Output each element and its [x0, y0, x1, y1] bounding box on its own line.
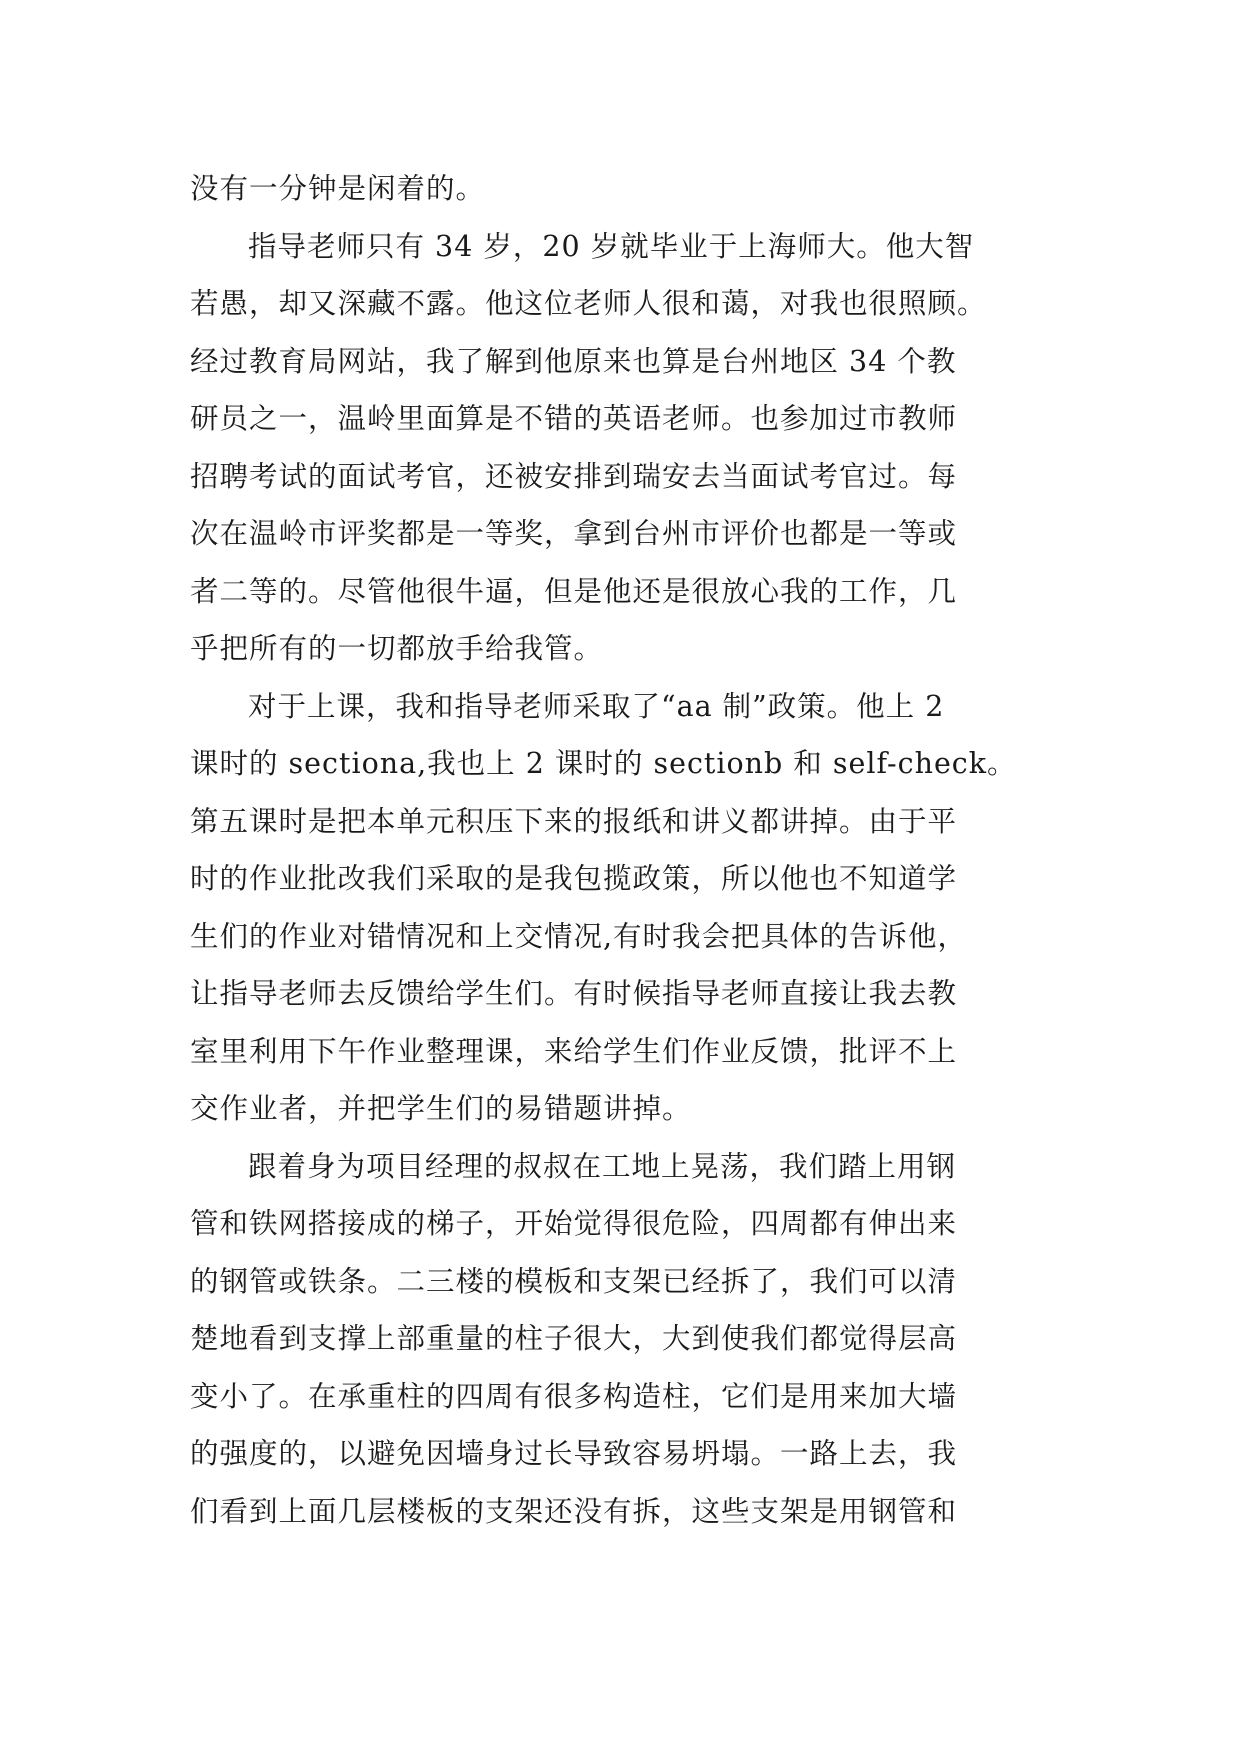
text-line: 让指导老师去反馈给学生们。有时候指导老师直接让我去教	[190, 977, 958, 1010]
text-line: 乎把所有的一切都放手给我管。	[190, 632, 604, 665]
text-line: 变小了。在承重柱的四周有很多构造柱，它们是用来加大墙	[190, 1379, 958, 1413]
text-line: 的强度的，以避免因墙身过长导致容易坍塌。一路上去，我	[190, 1437, 958, 1470]
text-line: 若愚，却又深藏不露。他这位老师人很和蔼，对我也很照顾。	[190, 287, 987, 320]
text-line: 交作业者，并把学生们的易错题讲掉。	[190, 1092, 692, 1125]
document-body	[190, 160, 1052, 1540]
text-line: 们看到上面几层楼板的支架还没有拆，这些支架是用钢管和	[190, 1494, 958, 1528]
text-line: 经过教育局网站，我了解到他原来也算是台州地区 34 个教	[190, 344, 957, 378]
text-line: 没有一分钟是闲着的。	[190, 172, 486, 205]
text-line: 者二等的。尽管他很牛逼，但是他还是很放心我的工作，几	[190, 574, 958, 608]
text-line: 课时的 sectiona,我也上 2 课时的 sectionb 和 self-check。	[190, 747, 1017, 780]
text-line: 次在温岭市评奖都是一等奖，拿到台州市评价也都是一等或	[190, 517, 958, 550]
text-line: 招聘考试的面试考官，还被安排到瑞安去当面试考官过。每	[190, 459, 958, 493]
text-line: 时的作业批改我们采取的是我包揽政策，所以他也不知道学	[190, 862, 958, 895]
text-line: 的钢管或铁条。二三楼的模板和支架已经拆了，我们可以清	[190, 1264, 958, 1298]
text-line: 研员之一，温岭里面算是不错的英语老师。也参加过市教师	[190, 402, 958, 435]
text-line: 指导老师只有 34 岁，20 岁就毕业于上海师大。他大智	[248, 229, 975, 263]
text-line: 室里利用下午作业整理课，来给学生们作业反馈，批评不上	[190, 1034, 958, 1068]
text-line: 跟着身为项目经理的叔叔在工地上晃荡，我们踏上用钢	[248, 1149, 957, 1183]
text-line: 对于上课，我和指导老师采取了“aa 制”政策。他上 2	[248, 689, 945, 723]
text-line: 楚地看到支撑上部重量的柱子很大，大到使我们都觉得层高	[190, 1322, 958, 1355]
text-line: 管和铁网搭接成的梯子，开始觉得很危险，四周都有伸出来	[190, 1207, 958, 1240]
text-line: 生们的作业对错情况和上交情况,有时我会把具体的告诉他，	[190, 919, 968, 953]
text-line: 第五课时是把本单元积压下来的报纸和讲义都讲掉。由于平	[190, 804, 958, 838]
